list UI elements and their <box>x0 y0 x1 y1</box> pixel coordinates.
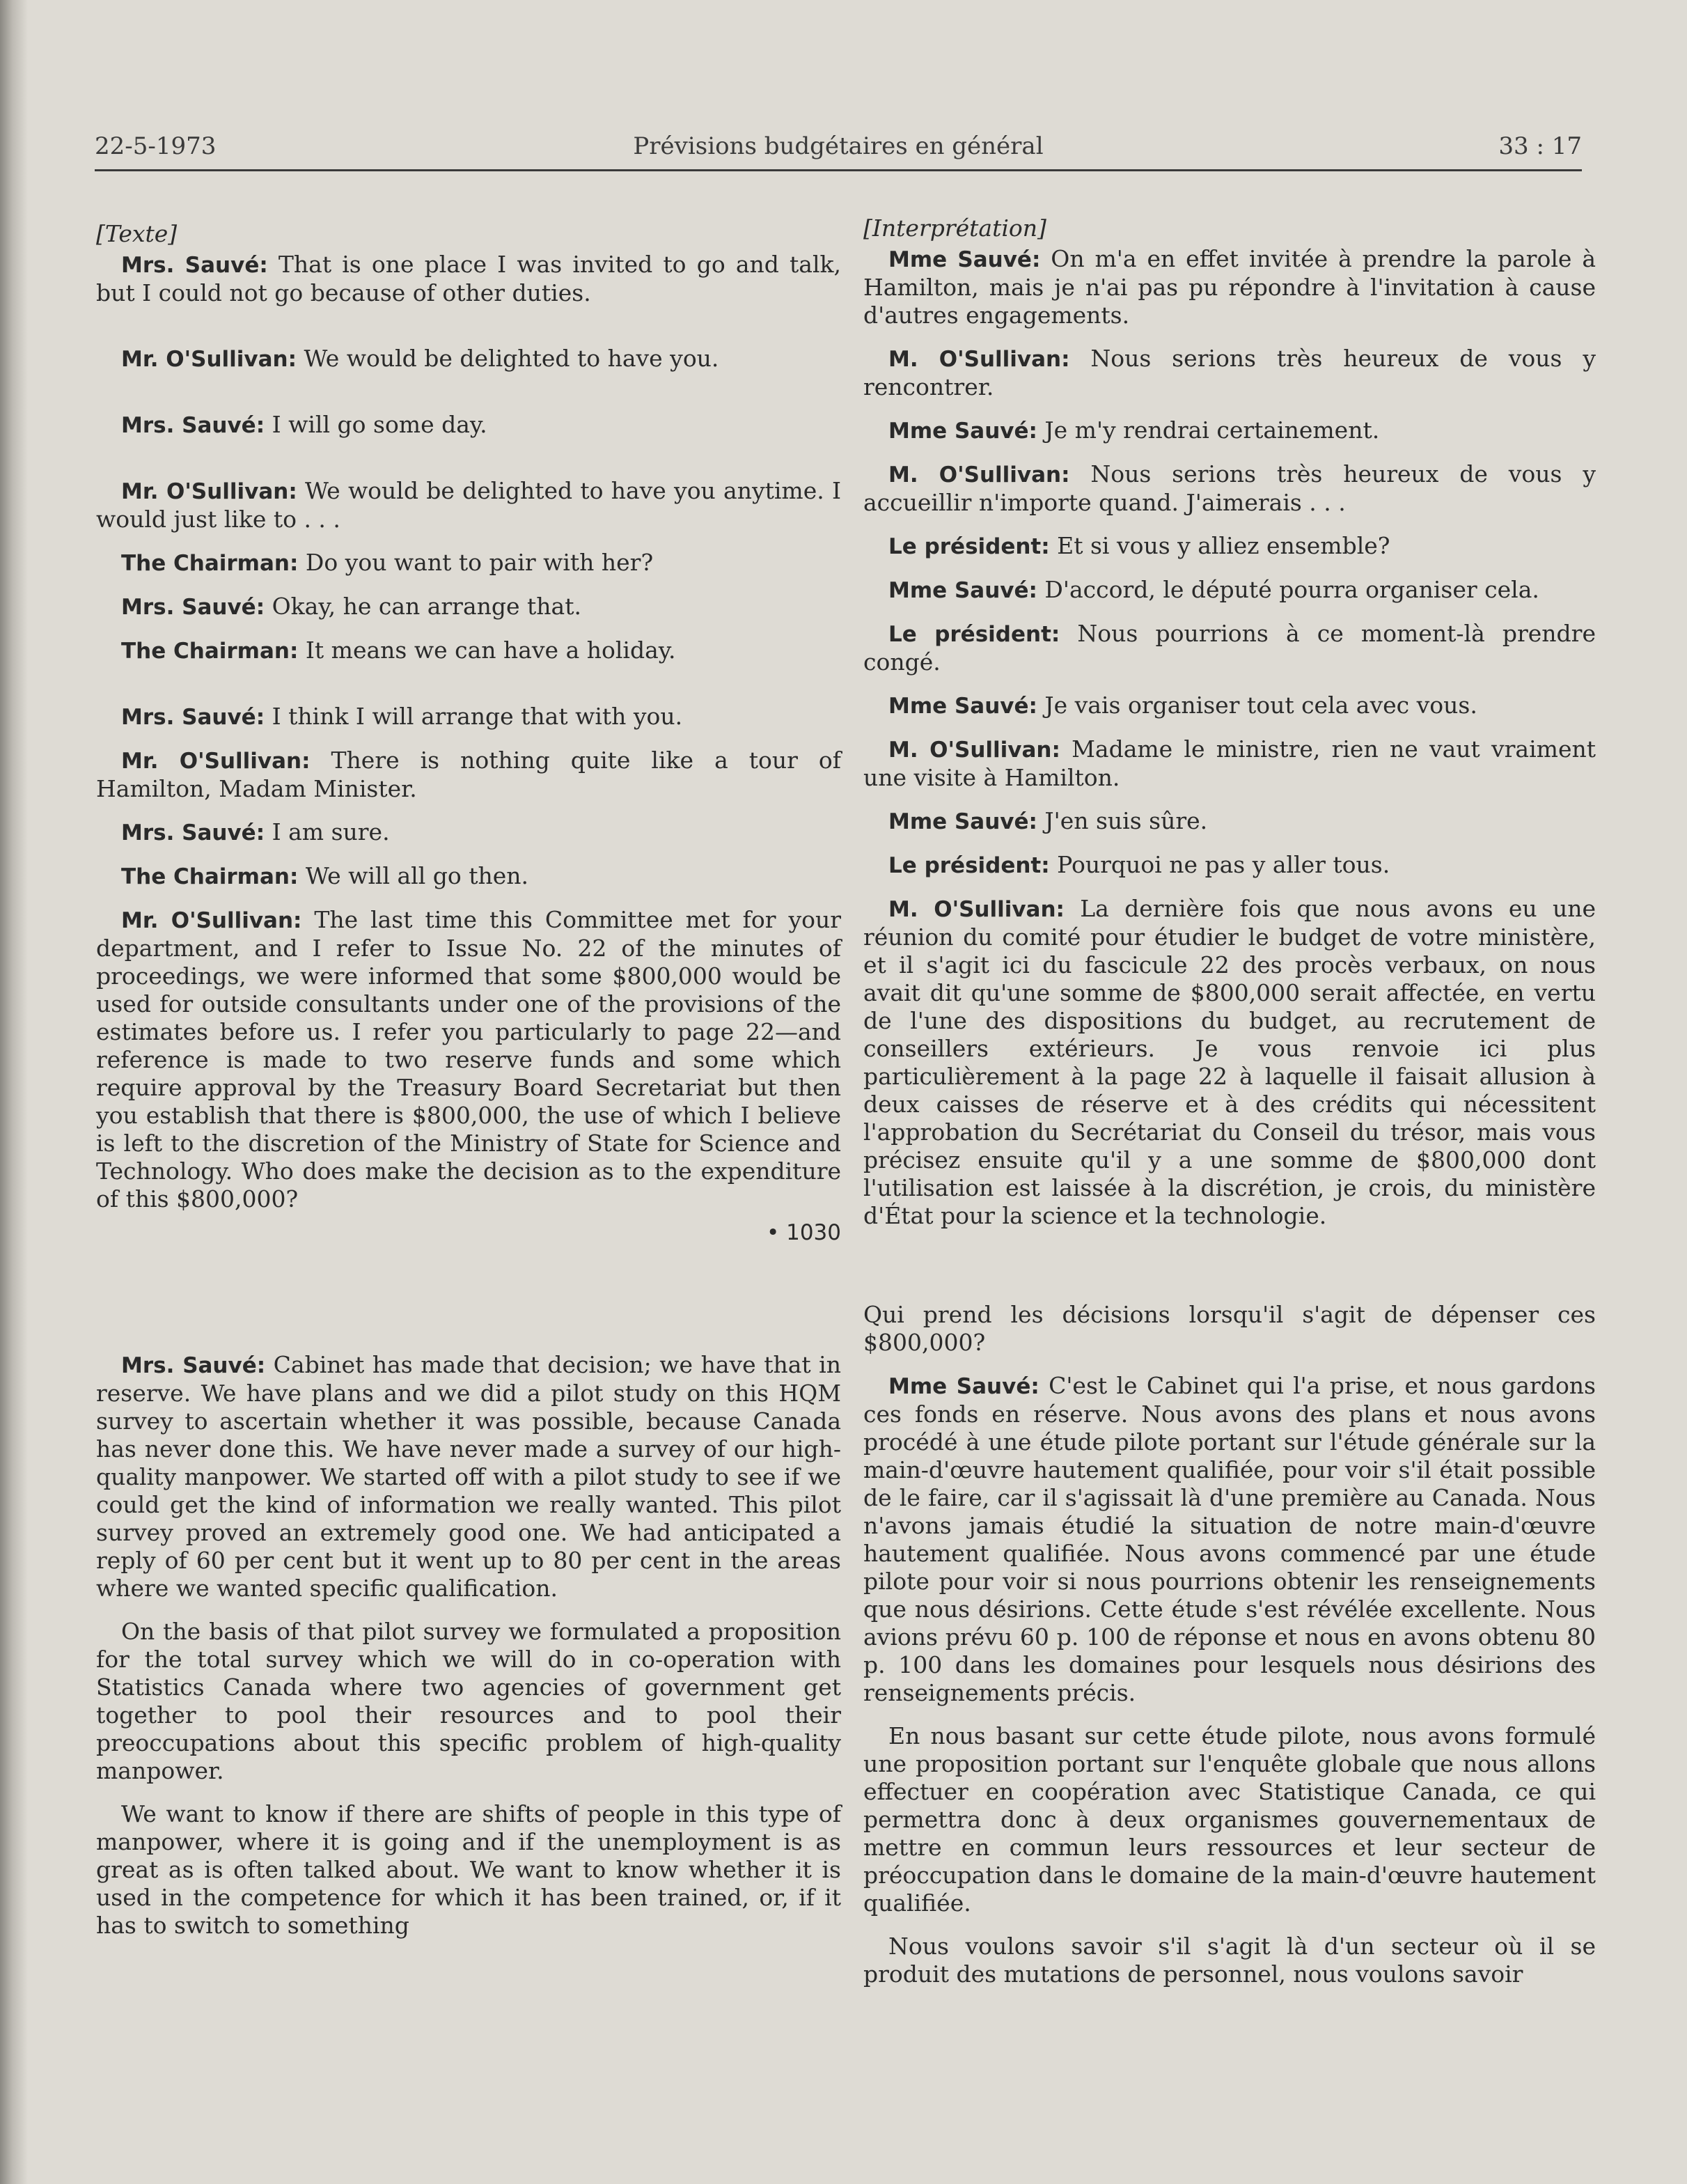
paragraph <box>96 251 841 307</box>
speech-text: We will all go then. <box>298 862 529 889</box>
speech-text: On m'a en effet invitée à prendre la parole à Hamilton, mais je n'ai pas pu répondre à l'invitation à cause d'autres engagements. <box>863 245 1596 329</box>
speaker: Le président: <box>888 853 1050 878</box>
speaker: Mme Sauvé: <box>888 694 1037 719</box>
speech-text: There is nothing quite like a tour of Hamilton, Madam Minister. <box>96 747 841 802</box>
speech-text: That is one place I was invited to go and talk, but I could not go because of other duties. <box>96 251 841 306</box>
speech-text: Do you want to pair with her? <box>298 549 654 576</box>
speaker: Le président: <box>888 622 1060 647</box>
paragraph <box>96 703 841 731</box>
paragraph <box>96 906 841 1213</box>
speech-text: We would be delighted to have you. <box>297 345 719 372</box>
speech-text: The last time this Committee met for your department, and I refer to Issue No. 22 of the minutes of proceedings, we were informed that some $800,000 would be used for outside consultants under one of the provisions of the estimates before us. I refer you particularly to page 22—and reference is made to two reserve funds and some which require approval by the Treasury Board Secretariat but then you establish that there is $800,000, the use of which I believe is left to the discretion of the Ministry of State for Science and Technology. Who does make the decision as to the expenditure of this $800,000? <box>96 906 842 1212</box>
speech-text: I will go some day. <box>265 411 487 438</box>
paragraph <box>863 1933 1596 1988</box>
paragraph <box>96 1800 841 1940</box>
speech-text: Qui prend les décisions lorsqu'il s'agit de dépenser ces $800,000? <box>863 1301 1596 1356</box>
paragraph <box>863 345 1596 401</box>
left-column-english <box>96 220 841 1955</box>
speaker: Mrs. Sauvé: <box>121 705 265 730</box>
speaker: Mrs. Sauvé: <box>121 820 265 845</box>
speaker: Mr. O'Sullivan: <box>121 347 297 372</box>
paragraph <box>863 576 1596 604</box>
speech-text: It means we can have a holiday. <box>298 637 676 664</box>
speaker: Mme Sauvé: <box>888 809 1037 834</box>
paragraph <box>863 245 1596 329</box>
paragraph <box>96 593 841 621</box>
speech-text: Nous serions très heureux de vous y accueillir n'importe quand. J'aimerais . . . <box>863 460 1596 516</box>
paragraph <box>96 818 841 847</box>
paragraph <box>863 735 1596 792</box>
speech-text: Je vais organiser tout cela avec vous. <box>1037 692 1477 719</box>
speech-text: C'est le Cabinet qui l'a prise, et nous gardons ces fonds en réserve. Nous avons des plans et nous avons procédé à une étude pilote portant sur l'étude générale sur la main-d'œuvre hautement qualifiée, pour voir s'il était possible de le faire, car il s'agissait là d'une première au Canada. Nous n'avons jamais étudié la situation de notre main-d'œuvre hautement qualifiée. Nous avons commencé par une étude pilote pour voir si nous pourrions obtenir les renseignements que nous désirions. Cette étude s'est révélée excellente. Nous avions prévu 60 p. 100 de réponse et nous en avons obtenu 80 p. 100 dans les domaines pour lesquels nous désirions des renseignements précis. <box>863 1372 1596 1706</box>
paragraph <box>863 851 1596 880</box>
speaker: Mrs. Sauvé: <box>121 253 268 278</box>
speaker: M. O'Sullivan: <box>888 738 1060 763</box>
paragraph <box>96 549 841 577</box>
paragraph <box>96 747 841 803</box>
speech-text: Et si vous y alliez ensemble? <box>1049 532 1390 559</box>
speaker: Mrs. Sauvé: <box>121 1353 266 1378</box>
speech-text: Nous serions très heureux de vous y rencontrer. <box>863 345 1596 400</box>
speech-text: La dernière fois que nous avons eu une réunion du comité pour étudier le budget de votre ministère, et il s'agit ici du fascicule 22 des procès verbaux, on nous avait dit qu'une somme de $800,000 serait affectée, en vertu de l'une des dispositions du budget, au recrutement de conseillers extérieurs. Je vous renvoie ici plus particulièrement à la page 22 à laquelle il faisait allusion à deux caisses de réserve et à des crédits qui nécessitent l'approbation du Secrétariat du Conseil du trésor, mais vous précisez ensuite qu'il y a une somme de $800,000 dont l'utilisation est laissée à la discrétion, je crois, du ministère d'État pour la science et la technologie. <box>863 895 1596 1229</box>
speaker: Mrs. Sauvé: <box>121 413 265 438</box>
paragraph <box>863 416 1596 445</box>
speaker: Mme Sauvé: <box>888 1374 1039 1399</box>
speaker: Le président: <box>888 534 1050 559</box>
speech-text: Okay, he can arrange that. <box>265 593 581 620</box>
speaker: The Chairman: <box>121 639 299 664</box>
page-header <box>95 131 1582 164</box>
paragraph <box>863 1372 1596 1707</box>
speaker: Mrs. Sauvé: <box>121 595 265 620</box>
speech-text: En nous basant sur cette étude pilote, nous avons formulé une proposition portant sur l'enquête globale que nous allons effectuer en coopération avec Statistique Canada, ce qui permettra donc à deux organismes gouvernementaux de mettre en commun leurs ressources et leur secteur de préoccupation dans le domaine de la main-d'œuvre hautement qualifiée. <box>863 1722 1596 1917</box>
paragraph <box>863 807 1596 836</box>
speech-text: We would be delighted to have you anytime. I would just like to . . . <box>96 477 841 533</box>
paragraph <box>863 895 1596 1230</box>
paragraph <box>96 411 841 439</box>
speech-text: We want to know if there are shifts of people in this type of manpower, where it is going and if the unemployment is as great as is often talked about. We want to know whether it is used in the competence for which it has been trained, or, if it has to switch to something <box>96 1800 841 1939</box>
speech-text: On the basis of that pilot survey we formulated a proposition for the total survey which we will do in co-operation with Statistics Canada where two agencies of government get together to pool their resources and to pool their preoccupations about this specific problem of high-quality manpower. <box>96 1618 841 1784</box>
speech-text: Je m'y rendrai certainement. <box>1037 416 1380 444</box>
paragraph <box>96 862 841 891</box>
paragraph <box>96 1618 841 1785</box>
speaker: M. O'Sullivan: <box>888 462 1070 488</box>
speech-text: D'accord, le député pourra organiser cela. <box>1037 576 1539 603</box>
speech-text: Nous pourrions à ce moment-là prendre congé. <box>863 620 1596 676</box>
header-title: Prévisions budgétaires en général <box>633 132 1044 160</box>
paragraph <box>96 345 841 373</box>
speech-text: I think I will arrange that with you. <box>265 703 683 730</box>
speech-text: Cabinet has made that decision; we have that in reserve. We have plans and we did a pilot study on this HQM survey to ascertain whether it was possible, because Canada has never done this. We have never made a survey of our high-quality manpower. We started off with a pilot study to see if we could get the kind of information we really wanted. This pilot survey proved an extremely good one. We had anticipated a reply of 60 per cent but it went up to 80 per cent in the areas where we wanted specific qualification. <box>96 1351 841 1602</box>
speaker: M. O'Sullivan: <box>888 347 1070 372</box>
paragraph <box>863 620 1596 676</box>
right-column-french <box>863 214 1596 2004</box>
header-page-number: 33 : 17 <box>1498 132 1582 160</box>
header-date: 22-5-1973 <box>95 132 217 160</box>
speech-text: Nous voulons savoir s'il s'agit là d'un secteur où il se produit des mutations de personnel, nous voulons savoir <box>863 1933 1596 1988</box>
language-label: [Texte] <box>96 220 178 247</box>
speaker: Mr. O'Sullivan: <box>121 908 302 933</box>
speech-text: J'en suis sûre. <box>1037 807 1208 834</box>
paragraph <box>863 1301 1596 1357</box>
paragraph <box>863 532 1596 561</box>
speaker: Mme Sauvé: <box>888 578 1037 603</box>
paragraph <box>96 1351 841 1602</box>
speaker: Mme Sauvé: <box>888 247 1041 272</box>
speaker: Mr. O'Sullivan: <box>121 749 311 774</box>
paragraph <box>863 692 1596 720</box>
page-binding-shadow <box>0 0 28 2184</box>
speaker: The Chairman: <box>121 551 299 576</box>
paragraph <box>96 477 841 533</box>
speaker: M. O'Sullivan: <box>888 897 1065 922</box>
time-marker: • 1030 <box>766 1220 841 1245</box>
language-label: [Interprétation] <box>863 214 1046 242</box>
paragraph <box>96 637 841 665</box>
speaker: Mr. O'Sullivan: <box>121 479 297 504</box>
speaker: The Chairman: <box>121 864 299 889</box>
header-rule <box>95 169 1582 171</box>
speaker: Mme Sauvé: <box>888 419 1037 444</box>
paragraph <box>863 1722 1596 1917</box>
speech-text: Madame le ministre, rien ne vaut vraiment une visite à Hamilton. <box>863 735 1596 791</box>
speech-text: I am sure. <box>265 818 390 845</box>
paragraph <box>863 460 1596 517</box>
speech-text: Pourquoi ne pas y aller tous. <box>1049 851 1390 878</box>
spacer <box>863 1245 1596 1301</box>
